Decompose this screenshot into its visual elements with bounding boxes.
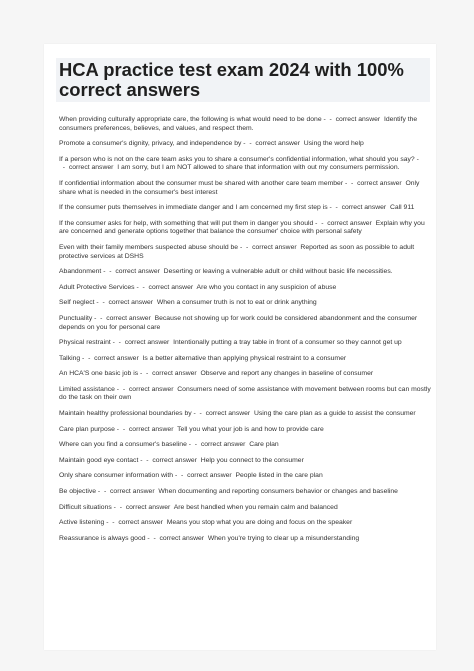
answer-label: correct answer — [115, 268, 160, 276]
answer-label: correct answer — [152, 456, 197, 464]
answer-text: Call 911 — [389, 204, 415, 212]
answer-text: Are who you contact in any suspicion of abuse — [196, 283, 337, 291]
answer-label: correct answer — [341, 204, 387, 212]
question-text: Even with their family members suspected abuse should be - — [59, 243, 243, 251]
answer-label: correct answer — [94, 354, 139, 362]
question-text: Abandonment - — [59, 268, 106, 276]
question-text: Self neglect - — [59, 299, 99, 307]
answer-text: People listed in the care plan — [235, 472, 323, 480]
question-text: Difficult situations - — [59, 503, 116, 511]
qa-item — [59, 410, 431, 419]
question-text: If the consumer asks for help, with something that will put them in danger you should - — [59, 219, 318, 227]
separator: - — [331, 204, 342, 212]
answer-text: Means you stop what you are doing and focus on the speaker — [166, 519, 353, 527]
question-text: Active listening - — [59, 519, 109, 527]
qa-item — [59, 519, 431, 528]
question-text: Limited assistance - — [59, 385, 120, 393]
question-text: If a person who is not on the care team asks you to share a consumer's confidential information, what should you say? - — [59, 155, 419, 163]
question-text: Maintain healthy professional boundaries by - — [59, 410, 196, 418]
separator: - — [325, 116, 336, 123]
answer-label: correct answer — [118, 519, 163, 527]
answer-text: I am sorry, but I am NOT allowed to share that information with out my consumers permission. — [117, 164, 400, 172]
answer-text: Intentionally putting a tray table in front of a consumer so they cannot get up — [173, 339, 402, 347]
question-text: Talking - — [59, 354, 85, 362]
answer-label: correct answer — [159, 534, 205, 542]
separator: - — [108, 519, 119, 527]
question-text: If the consumer puts themselves in immediate danger and I am concerned my first step is - — [59, 204, 332, 212]
answer-label: correct answer — [357, 179, 402, 187]
answer-text: Using the word help — [303, 140, 364, 148]
qa-item — [59, 370, 431, 379]
qa-item — [59, 284, 431, 293]
answer-label: correct answer — [205, 410, 251, 418]
qa-item — [59, 204, 431, 213]
answer-label: correct answer — [327, 219, 372, 227]
answer-text: Help you connect to the consumer — [200, 456, 304, 464]
qa-item — [59, 441, 431, 450]
question-text: Maintain good eye contact - — [59, 456, 143, 464]
separator: - — [177, 472, 188, 480]
answer-text: Reported as soon as possible to adult protective services at DSHS — [59, 243, 415, 260]
qa-item — [59, 299, 431, 308]
answer-text: When a consumer truth is not to eat or drink anything — [156, 299, 317, 307]
separator: - — [96, 314, 107, 322]
qa-item — [59, 386, 431, 403]
separator: - — [317, 219, 328, 227]
separator: - — [114, 339, 125, 347]
separator: - — [149, 534, 160, 542]
qa-item — [59, 488, 431, 497]
qa-item — [59, 355, 431, 364]
question-text: Where can you find a consumer's baseline - — [59, 441, 192, 449]
separator: - — [142, 456, 153, 464]
question-text: Physical restraint - — [59, 339, 115, 347]
qa-item — [59, 315, 431, 332]
qa-item — [59, 339, 431, 348]
answer-text: Explain why you are concerned and generate options together that balance the consumer' choice with personal safety — [59, 219, 425, 236]
question-text: Promote a consumer's dignity, privacy, and independence by - — [59, 140, 246, 148]
separator: - — [59, 164, 69, 172]
separator: - — [84, 354, 95, 362]
qa-item — [59, 140, 431, 149]
answer-text: Observe and report any changes in baseline of consumer — [200, 370, 374, 378]
question-text: Only share consumer information with - — [59, 472, 178, 480]
answer-text: Is a better alternative than applying physical restraint to a consumer — [142, 354, 347, 362]
answer-text: Consumers need of some assistance with movement between rooms but can mostly do the task on their own — [59, 385, 431, 402]
answer-label: correct answer — [124, 339, 170, 347]
answer-text: Are best handled when you remain calm and balanced — [173, 503, 338, 511]
answer-label: correct answer — [108, 299, 154, 307]
answer-text: Tell you what your job is and how to provide care — [177, 425, 324, 433]
answer-label: correct answer — [148, 283, 194, 291]
question-text: Care plan purpose - — [59, 425, 120, 433]
question-text: Adult Protective Services - — [59, 283, 139, 291]
separator: - — [138, 283, 149, 291]
question-text: Be objective - — [59, 488, 101, 496]
answer-label: correct answer — [110, 488, 155, 496]
separator: - — [98, 299, 109, 307]
qa-item — [59, 426, 431, 435]
separator: - — [242, 243, 253, 251]
qa-list — [59, 116, 431, 550]
separator: - — [191, 441, 201, 449]
qa-item — [59, 457, 431, 466]
answer-label: correct answer — [187, 472, 232, 480]
separator: - — [119, 385, 129, 393]
qa-item — [59, 268, 431, 277]
document-title: HCA practice test exam 2024 with 100% correct answers — [59, 59, 404, 100]
question-text: Reassurance is always good - — [59, 534, 150, 542]
qa-item — [59, 220, 431, 237]
qa-item — [59, 535, 431, 544]
answer-text: Identify the consumers preferences, believes, and values, and respect them. — [59, 116, 418, 132]
answer-text: Using the care plan as a guide to assist the consumer — [253, 410, 416, 418]
question-text: When providing culturally appropriate care, the following is what would need to be done - — [59, 116, 326, 123]
answer-text: Only share what is needed in the consumer's best interest — [59, 179, 420, 196]
answer-label: correct answer — [106, 314, 151, 322]
question-text: An HCA'S one basic job is - — [59, 370, 143, 378]
answer-label: correct answer — [152, 370, 197, 378]
separator: - — [100, 488, 111, 496]
separator: - — [119, 425, 129, 433]
qa-item — [59, 156, 431, 173]
qa-item — [59, 244, 431, 261]
answer-label: correct answer — [128, 385, 174, 393]
question-text: If confidential information about the consumer must be shared with another care team member - — [59, 179, 348, 187]
question-text: Punctuality - — [59, 314, 97, 322]
answer-label: correct answer — [200, 441, 246, 449]
qa-item — [59, 472, 431, 481]
answer-label: correct answer — [252, 243, 297, 251]
answer-text: When documenting and reporting consumers behavior or changes and baseline — [158, 488, 398, 496]
answer-label: correct answer — [125, 503, 171, 511]
qa-item — [59, 180, 431, 197]
qa-item — [59, 116, 431, 133]
answer-label: correct answer — [255, 140, 300, 148]
answer-label: correct answer — [128, 425, 174, 433]
answer-label: correct answer — [68, 164, 114, 172]
separator: - — [142, 370, 153, 378]
qa-item — [59, 504, 431, 513]
answer-label: correct answer — [335, 116, 381, 123]
separator: - — [245, 140, 256, 148]
answer-text: Care plan — [249, 441, 279, 449]
answer-text: Deserting or leaving a vulnerable adult or child without basic life necessities. — [163, 268, 393, 276]
separator: - — [115, 503, 126, 511]
answer-text: Because not showing up for work could be considered abandonment and the consumer depends on you for personal care — [59, 314, 418, 331]
separator: - — [347, 179, 358, 187]
separator: - — [105, 268, 116, 276]
separator: - — [195, 410, 206, 418]
answer-text: When you're trying to clear up a misunderstanding — [207, 534, 360, 542]
